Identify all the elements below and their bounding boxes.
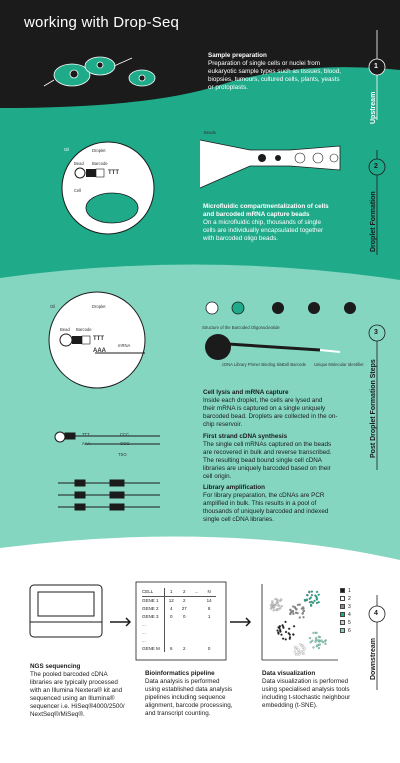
mrna-label: mRNA bbox=[118, 343, 131, 348]
tsne-point bbox=[278, 633, 280, 635]
viz-body: Data visualization is performed using specialised analysis tools including t-stochastic neighbour embedding (t-SNE). bbox=[262, 678, 351, 709]
legend-swatch bbox=[340, 620, 345, 625]
legend-swatch bbox=[340, 596, 345, 601]
tsne-point bbox=[276, 609, 278, 611]
table-row bbox=[142, 644, 216, 652]
oligo-structure-label: Structure of the Barcoded Oligonucleotide bbox=[202, 325, 280, 330]
tsne-point bbox=[299, 643, 301, 645]
legend-item bbox=[340, 603, 351, 611]
tsne-point bbox=[281, 605, 283, 607]
table-cell: 0 bbox=[207, 645, 211, 651]
tsne-point bbox=[312, 602, 314, 604]
table-cell: GENE 1 bbox=[142, 596, 164, 604]
sequencer-illustration bbox=[30, 585, 102, 637]
table-cell bbox=[191, 644, 203, 652]
table-header-cell: N bbox=[203, 588, 216, 596]
table-cell: ... bbox=[142, 620, 164, 628]
table-cell: 0 bbox=[170, 613, 173, 619]
cell-label: Cell bbox=[74, 188, 82, 193]
ttt-cdna-label: TTT bbox=[82, 432, 90, 437]
tsne-point bbox=[308, 591, 310, 593]
tsne-point bbox=[314, 595, 316, 597]
tsne-point bbox=[292, 611, 294, 613]
table-cell: 6 bbox=[170, 645, 173, 651]
step1-heading: Sample preparation bbox=[208, 52, 267, 59]
droplet-label-3: Droplet bbox=[92, 304, 106, 309]
tsne-point bbox=[313, 632, 315, 634]
tsne-point bbox=[282, 624, 284, 626]
tsne-point bbox=[296, 608, 298, 610]
tsne-point bbox=[276, 602, 278, 604]
tsne-point bbox=[295, 648, 297, 650]
tsne-point bbox=[271, 602, 273, 604]
step-number-3: 3 bbox=[374, 329, 378, 336]
viz-heading: Data visualization bbox=[262, 670, 316, 677]
table-cell: 27 bbox=[181, 605, 187, 611]
tsne-point bbox=[314, 600, 316, 602]
tsne-point bbox=[304, 599, 306, 601]
tsne-point bbox=[299, 604, 301, 606]
table-cell bbox=[191, 636, 203, 644]
tsne-point bbox=[279, 630, 281, 632]
step3-block1-heading: Cell lysis and mRNA capture bbox=[203, 389, 289, 396]
step2-body: On a microfluidic chip, thousands of single cells are individually encapsulated together with barcoded oligo beads. bbox=[203, 219, 324, 242]
ngs-body: The pooled barcoded cDNA libraries are typically processed with an Illumina Nextera® kit and sequenced using an Illumina® sequencer i.e. HiSeq®4000/2500/ NextSeq®/MiSeq®. bbox=[30, 671, 125, 718]
table-cell: ... bbox=[142, 628, 164, 636]
tsne-point bbox=[278, 605, 280, 607]
tsne-point bbox=[298, 649, 300, 651]
tsne-point bbox=[299, 617, 301, 619]
tsne-point bbox=[293, 625, 295, 627]
tsne-point bbox=[318, 636, 320, 638]
tsne-point bbox=[317, 639, 319, 641]
tsne-point bbox=[292, 634, 294, 636]
tsne-point bbox=[288, 628, 290, 630]
tsne-point bbox=[296, 654, 298, 656]
tsne-point bbox=[297, 612, 299, 614]
tsne-point bbox=[303, 610, 305, 612]
tsne-point bbox=[289, 609, 291, 611]
table-header-cell: 1 bbox=[164, 588, 178, 596]
tsne-point bbox=[296, 647, 298, 649]
table-row bbox=[142, 596, 216, 604]
legend-item bbox=[340, 627, 351, 635]
cell-barcode-label: Cell Barcode bbox=[282, 362, 306, 367]
legend-swatch bbox=[340, 604, 345, 609]
tsne-point bbox=[315, 637, 317, 639]
table-row bbox=[142, 620, 216, 628]
legend-item bbox=[340, 595, 351, 603]
tsne-point bbox=[299, 652, 301, 654]
legend-label: 2 bbox=[348, 596, 351, 602]
legend-swatch bbox=[340, 612, 345, 617]
tsne-point bbox=[280, 599, 282, 601]
tsne-point bbox=[310, 597, 312, 599]
table-cell: GENE 2 bbox=[142, 604, 164, 612]
step3-block2-heading: First strand cDNA synthesis bbox=[203, 433, 288, 440]
tsne-point bbox=[289, 636, 291, 638]
table-row bbox=[142, 636, 216, 644]
tsne-point bbox=[279, 625, 281, 627]
tsne-point bbox=[292, 606, 294, 608]
bead-label-3: Bead bbox=[60, 327, 70, 332]
bioinf-heading: Bioinformatics pipeline bbox=[145, 670, 215, 677]
tsne-point bbox=[285, 621, 287, 623]
legend-item bbox=[340, 619, 351, 627]
tsne-point bbox=[325, 643, 327, 645]
table-header-cell: ... bbox=[191, 588, 203, 596]
table-cell bbox=[191, 620, 203, 628]
tsne-point bbox=[285, 638, 287, 640]
legend-label: 6 bbox=[348, 628, 351, 634]
step1-body: Preparation of single cells or nuclei from eukaryotic sample types such as tissues, blood, biopsies, tumours, cultured cells, plants, yeasts or protoplasts. bbox=[208, 60, 342, 91]
tsne-point bbox=[306, 594, 308, 596]
section-label-post-droplet: Post Droplet Formation Steps bbox=[370, 359, 377, 458]
tsne-point bbox=[302, 650, 304, 652]
table-cell bbox=[203, 628, 216, 636]
tsne-point bbox=[311, 591, 313, 593]
tsne-point bbox=[292, 613, 294, 615]
legend-label: 4 bbox=[348, 612, 351, 618]
table-cell: GENE 3 bbox=[142, 612, 164, 620]
tsne-point bbox=[273, 609, 275, 611]
tsne-point bbox=[297, 604, 299, 606]
tsne-point bbox=[273, 606, 275, 608]
primer-label: cDNA Library Primer Binding Site bbox=[222, 362, 284, 367]
table-cell bbox=[164, 636, 178, 644]
table-cell bbox=[191, 604, 203, 612]
legend-swatch bbox=[340, 628, 345, 633]
tsne-point bbox=[304, 648, 306, 650]
table-cell: 0 bbox=[183, 613, 186, 619]
tsne-point bbox=[281, 634, 283, 636]
tsne-point bbox=[318, 647, 320, 649]
tsne-point bbox=[302, 647, 304, 649]
legend-item bbox=[340, 611, 351, 619]
tsne-point bbox=[279, 627, 281, 629]
step3-block3-heading: Library amplification bbox=[203, 484, 265, 491]
table-cell bbox=[191, 612, 203, 620]
bioinf-body: Data analysis is performed using established data analysis pipelines including sequence alignment, barcode processing, and transcript counting. bbox=[145, 678, 233, 717]
tsne-point bbox=[289, 634, 291, 636]
step3-block1-body: Inside each droplet, the cells are lysed and their mRNA is captured on a single uniquely barcoded bead. Droplets are collected in the on- chip reservoir. bbox=[203, 397, 338, 428]
bead-label: Bead bbox=[74, 161, 84, 166]
table-cell: ... bbox=[142, 636, 164, 644]
step3-block2-body: The single cell mRNAs captured on the beads are recovered in bulk and reverse transcribed. The resulting bead bound single cell cDNA libraries are uniquely barcoded based on their cell origin. bbox=[203, 441, 332, 480]
aaa-cdna-label: AAA bbox=[82, 441, 91, 446]
tsne-point bbox=[301, 645, 303, 647]
tsne-point bbox=[302, 606, 304, 608]
table-cell bbox=[178, 628, 191, 636]
gene-count-table bbox=[142, 588, 216, 652]
tsne-point bbox=[289, 613, 291, 615]
legend-swatch bbox=[340, 588, 345, 593]
tsne-point bbox=[302, 612, 304, 614]
table-cell bbox=[178, 636, 191, 644]
legend-label: 3 bbox=[348, 604, 351, 610]
tsne-legend bbox=[340, 587, 351, 635]
tsne-point bbox=[310, 641, 312, 643]
tsne-point bbox=[316, 602, 318, 604]
step2-heading: Microfluidic compartmentalization of cells and barcoded mRNA capture beads bbox=[203, 203, 329, 218]
table-cell: 14 bbox=[206, 597, 212, 603]
tsne-point bbox=[282, 638, 284, 640]
section-label-downstream: Downstream bbox=[370, 637, 377, 680]
tsne-point bbox=[311, 594, 313, 596]
table-header-cell: 2 bbox=[178, 588, 191, 596]
tsne-point bbox=[316, 591, 318, 593]
droplet-label: Droplet bbox=[92, 148, 106, 153]
beads-label: Beads bbox=[204, 130, 216, 135]
step-number-2: 2 bbox=[374, 163, 378, 170]
step-number-1: 1 bbox=[374, 63, 378, 70]
barcode-label-3: Barcode bbox=[76, 327, 92, 332]
cells-label: Cells bbox=[204, 176, 214, 181]
table-header-cell: CELL bbox=[142, 588, 164, 596]
table-cell: 2 bbox=[183, 597, 186, 603]
step3-block3-body: For library preparation, the cDNAs are PCR amplified in bulk. This results in a pool of thousands of uniquely barcoded and indexed single cell cDNA libraries. bbox=[203, 492, 329, 523]
table-cell bbox=[203, 636, 216, 644]
oil-label: Oil bbox=[64, 147, 70, 152]
table-cell: GENE M bbox=[142, 644, 164, 652]
legend-label: 5 bbox=[348, 620, 351, 626]
tsne-point bbox=[319, 640, 321, 642]
table-row bbox=[142, 628, 216, 636]
ttt-label-3: TTT bbox=[93, 336, 104, 342]
ccc-label: CCC bbox=[120, 432, 130, 437]
table-cell: 12 bbox=[168, 597, 174, 603]
tsne-point bbox=[270, 604, 272, 606]
tsne-point bbox=[319, 644, 321, 646]
table-cell: 8 bbox=[207, 605, 211, 611]
legend-label: 1 bbox=[348, 588, 351, 594]
tsne-point bbox=[277, 599, 279, 601]
tsne-point bbox=[294, 651, 296, 653]
tsne-point bbox=[322, 641, 324, 643]
tsne-point bbox=[313, 646, 315, 648]
table-cell: 4 bbox=[170, 605, 173, 611]
umi-label: Unique Molecular Identifier bbox=[314, 362, 364, 367]
tsne-point bbox=[315, 641, 317, 643]
table-row bbox=[142, 612, 216, 620]
step-number-4: 4 bbox=[374, 610, 378, 617]
tso-label: TSO bbox=[118, 452, 127, 457]
section-label-upstream: Upstream bbox=[370, 91, 377, 124]
tsne-point bbox=[270, 608, 272, 610]
tsne-point bbox=[324, 640, 326, 642]
tsne-point bbox=[318, 594, 320, 596]
table-cell bbox=[203, 620, 216, 628]
table-cell bbox=[164, 628, 178, 636]
table-cell bbox=[164, 620, 178, 628]
tsne-point bbox=[285, 631, 287, 633]
section-label-droplet-formation: Droplet Formation bbox=[370, 191, 377, 252]
tsne-point bbox=[275, 598, 277, 600]
tsne-point bbox=[316, 597, 318, 599]
table-cell bbox=[191, 596, 203, 604]
tsne-point bbox=[279, 607, 281, 609]
table-row bbox=[142, 604, 216, 612]
ttt-label: TTT bbox=[108, 170, 119, 176]
page-title: working with Drop-Seq bbox=[24, 14, 180, 31]
tsne-point bbox=[309, 637, 311, 639]
tsne-point bbox=[316, 632, 318, 634]
tsne-point bbox=[303, 616, 305, 618]
tsne-point bbox=[309, 601, 311, 603]
table-cell: 1 bbox=[207, 613, 211, 619]
table-cell: 2 bbox=[183, 645, 186, 651]
aaa-label-3: AAA bbox=[93, 348, 106, 354]
tsne-point bbox=[277, 630, 279, 632]
tsne-point bbox=[316, 644, 318, 646]
table-header-row bbox=[142, 588, 216, 596]
table-cell bbox=[191, 628, 203, 636]
tsne-point bbox=[306, 599, 308, 601]
ngs-heading: NGS sequencing bbox=[30, 663, 81, 670]
legend-item bbox=[340, 587, 351, 595]
ggg-label: GGG bbox=[120, 441, 130, 446]
oil-label-3: Oil bbox=[50, 304, 56, 309]
tsne-point bbox=[311, 640, 313, 642]
tsne-point bbox=[310, 605, 312, 607]
tsne-point bbox=[274, 604, 276, 606]
table-cell bbox=[178, 620, 191, 628]
barcode-label: Barcode bbox=[92, 161, 108, 166]
